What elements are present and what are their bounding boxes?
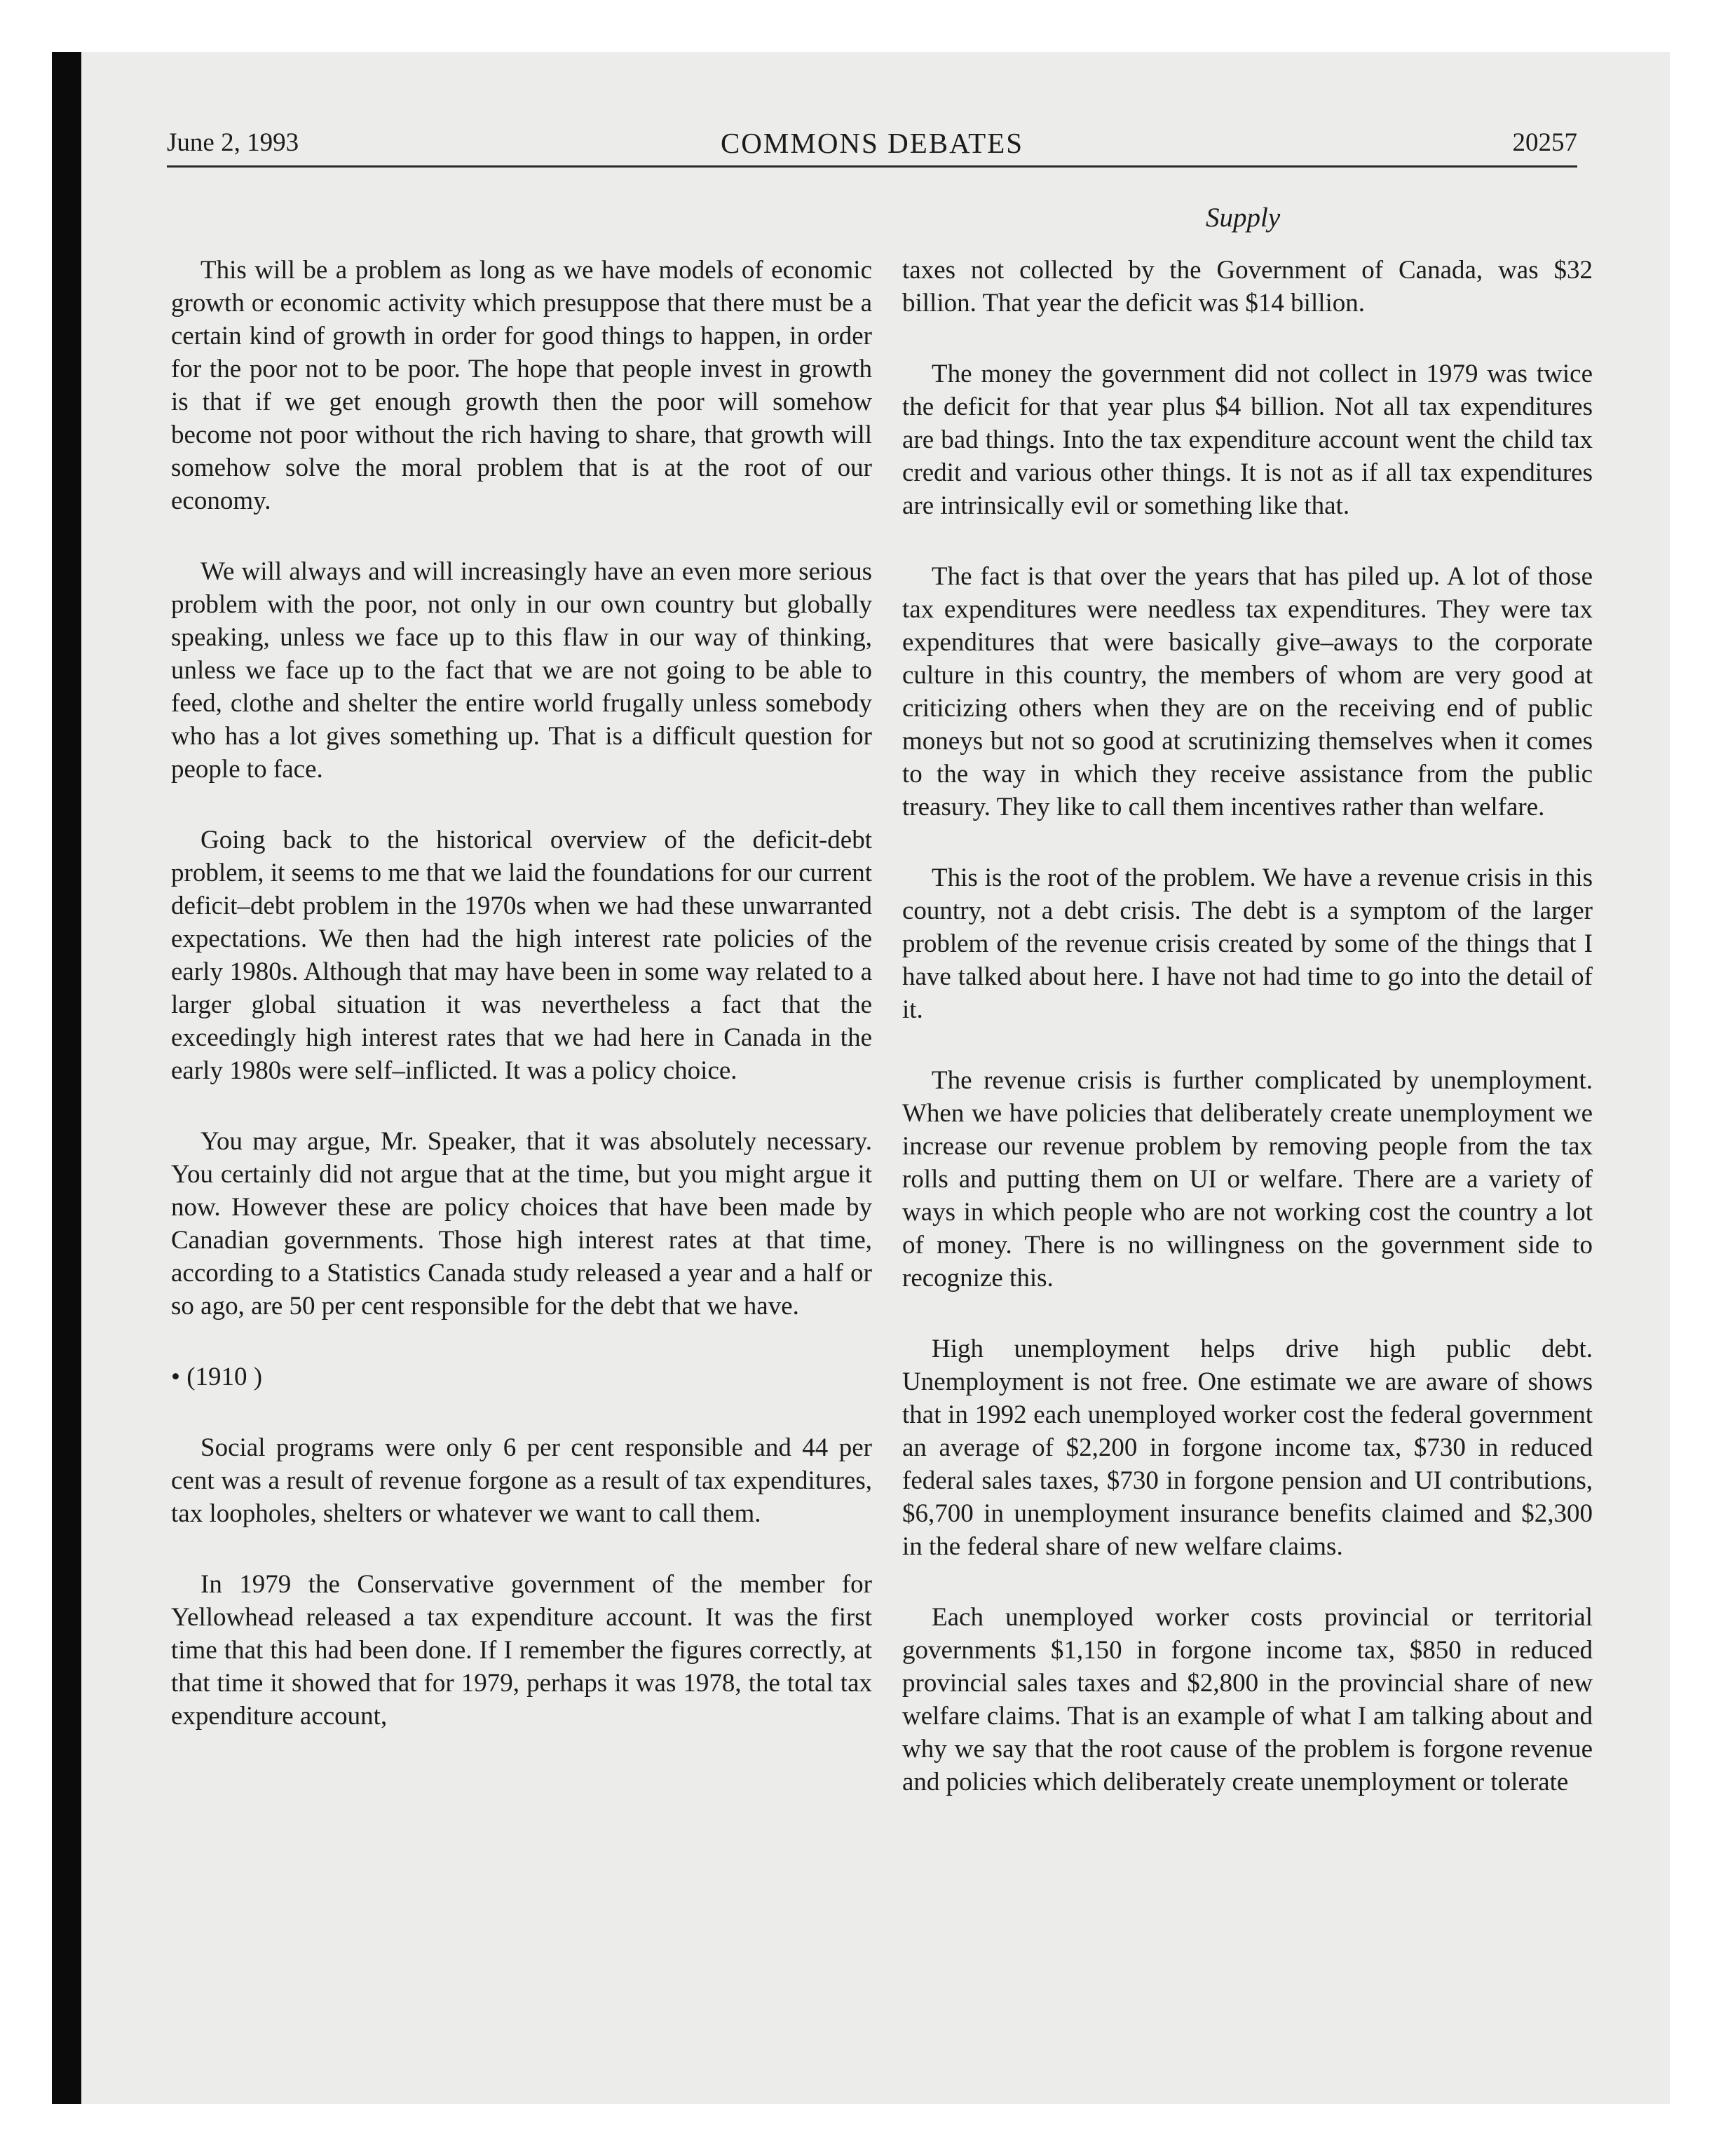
paragraph: The money the government did not collect in 1979 was twice the deficit for that year plus $4 billion. Not all tax expenditures are bad things. Into the tax expenditure account went the child tax credit and various other things. It is not as if all tax expenditures are intrinsically evil or something like that. [902, 360, 1593, 520]
paragraph: This will be a problem as long as we have models of economic growth or economic activity which presuppose that there must be a certain kind of growth in order for good things to happen, in order for the poor not to be poor. The hope that people invest in growth is that if we get enough growth then the poor will somehow become not poor without the rich having to share, that growth will somehow solve the moral problem that is at the root of our economy. [171, 256, 872, 515]
left-column [171, 254, 872, 1770]
section-heading: Supply [1206, 203, 1281, 233]
paragraph: This is the root of the problem. We have a revenue crisis in this country, not a debt crisis. The debt is a symptom of the larger problem of the revenue crisis created by some of the things that I have talked about here. I have not had time to go into the detail of it. [902, 864, 1593, 1024]
paragraph: We will always and will increasingly have an even more serious problem with the poor, not only in our own country but globally speaking, unless we face up to this flaw in our way of thinking, unless we face up to the fact that we are not going to be able to feed, clothe and shelter the entire world frugally unless somebody who has a lot gives something up. That is a difficult question for people to face. [171, 557, 872, 784]
paragraph: Each unemployed worker costs provincial or territorial governments $1,150 in forgone income tax, $850 in reduced provincial sales taxes and $2,800 in the provincial share of new welfare claims. That is an example of what I am talking about and why we say that the root cause of the problem is forgone revenue and policies which deliberately create unemployment or tolerate [902, 1603, 1593, 1796]
paragraph: The revenue crisis is further complicated by unemployment. When we have policies that deliberately create unemployment we increase our revenue problem by removing people from the tax rolls and putting them on UI or welfare. There are a variety of ways in which people who are not working cost the country a lot of money. There is no willingness on the government side to recognize this. [902, 1066, 1593, 1292]
header-date: June 2, 1993 [167, 128, 299, 157]
right-column [902, 254, 1593, 1836]
paragraph: You may argue, Mr. Speaker, that it was absolutely necessary. You certainly did not argue that at the time, but you might argue it now. However these are policy choices that have been made by Canadian governments. Those high interest rates at that time, according to a Statistics Canada study released a year and a half or so ago, are 50 per cent responsible for the debt that we have. [171, 1127, 872, 1321]
page-header [167, 123, 1577, 168]
paragraph: In 1979 the Conservative government of the member for Yellowhead released a tax expenditure account. It was the first time that this had been done. If I remember the figures correctly, at that time it showed that for 1979, perhaps it was 1978, the total tax expenditure account, [171, 1570, 872, 1731]
paragraph: High unemployment helps drive high public debt. Unemployment is not free. One estimate we are aware of shows that in 1992 each unemployed worker cost the federal government an average of $2,200 in forgone income tax, $730 in reduced federal sales taxes, $730 in forgone pension and UI contributions, $6,700 in unemployment insurance benefits claimed and $2,300 in the federal share of new welfare claims. [902, 1335, 1593, 1561]
time-marker: • (1910 ) [171, 1363, 263, 1391]
paragraph: Going back to the historical overview of the deficit-debt problem, it seems to me that we laid the foundations for our current deficit–debt problem in the 1970s when we had these unwarranted expectations. We then had the high interest rate policies of the early 1980s. Although that may have been in some way related to a larger global situation it was nevertheless a fact that the exceedingly high interest rates that we had here in Canada in the early 1980s were self–inflicted. It was a policy choice. [171, 826, 872, 1085]
header-title: COMMONS DEBATES [720, 127, 1024, 159]
header-page-number: 20257 [1512, 128, 1577, 157]
paragraph: The fact is that over the years that has piled up. A lot of those tax expenditures were needless tax expenditures. They were tax expenditures that were basically give–aways to the corporate culture in this country, the members of whom are very good at criticizing others when they are on the receiving end of public moneys but not so good at scrutinizing themselves when it comes to the way in which they receive assistance from the public treasury. They like to call them incentives rather than welfare. [902, 562, 1593, 821]
paragraph: taxes not collected by the Government of Canada, was $32 billion. That year the deficit was $14 billion. [902, 256, 1593, 318]
scan-edge-bar [52, 52, 81, 2104]
paragraph: Social programs were only 6 per cent responsible and 44 per cent was a result of revenue forgone as a result of tax expenditures, tax loopholes, shelters or whatever we want to call them. [171, 1433, 872, 1528]
